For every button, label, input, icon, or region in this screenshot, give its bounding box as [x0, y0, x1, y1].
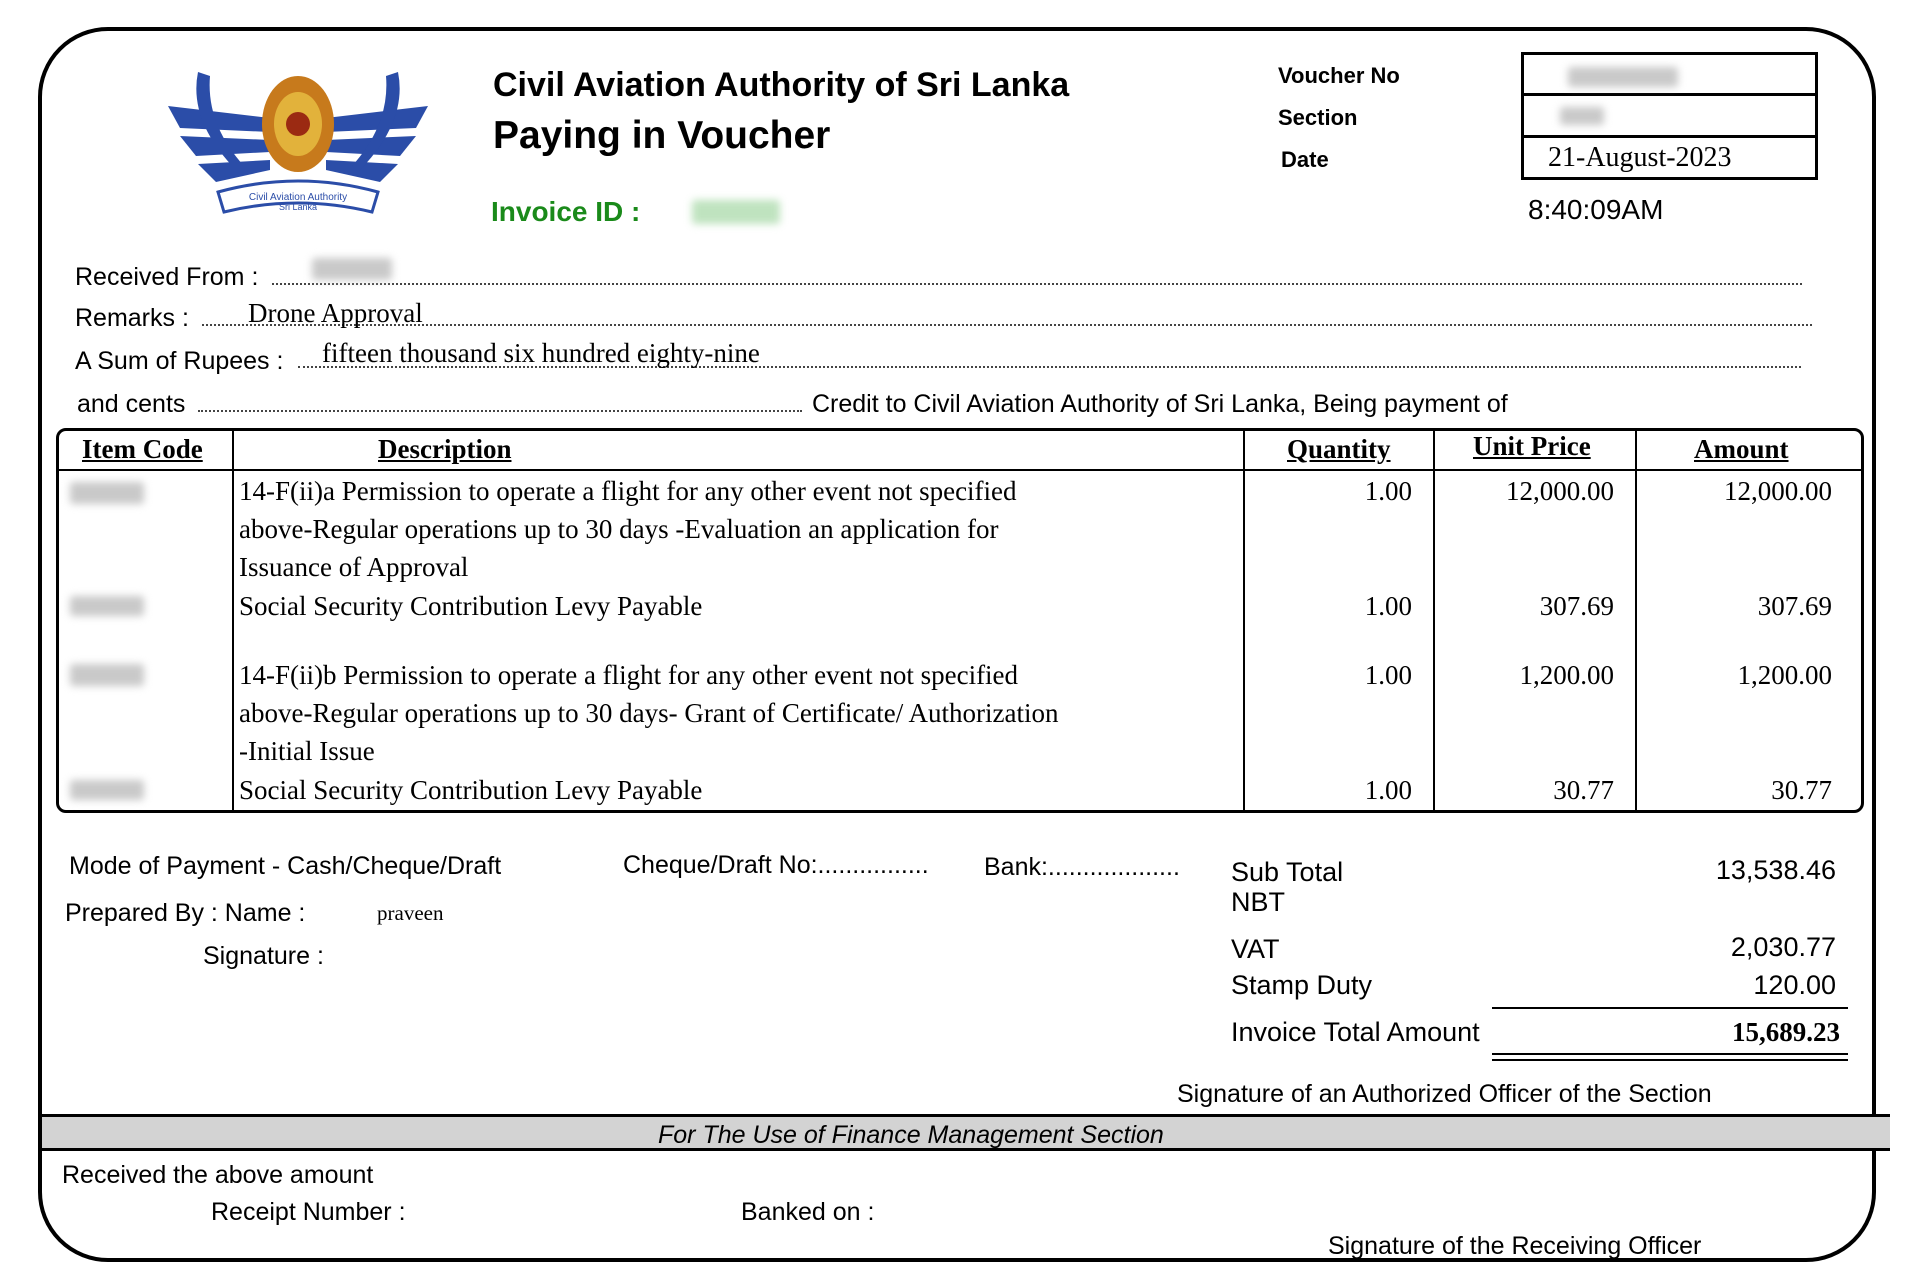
invoice-id-redacted [692, 200, 780, 224]
vat-label: VAT [1231, 934, 1280, 964]
page-title: Paying in Voucher [493, 114, 831, 157]
header-quantity: Quantity [1287, 434, 1391, 464]
remarks-dots [202, 324, 1812, 326]
prepared-by-label: Prepared By : Name : [65, 899, 306, 927]
receipt-number-label: Receipt Number : [211, 1198, 406, 1226]
section-box [1521, 93, 1818, 138]
nbt-label: NBT [1231, 887, 1285, 917]
row-unit-price: 30.77 [1553, 775, 1614, 805]
credit-text: Credit to Civil Aviation Authority of Sri Lanka, Being payment of [812, 390, 1508, 418]
row-quantity: 1.00 [1364, 591, 1412, 621]
invoice-id-label: Invoice ID : [491, 196, 641, 227]
header-description: Description [378, 434, 512, 464]
banked-on-label: Banked on : [741, 1198, 875, 1226]
authorized-signature-label: Signature of an Authorized Officer of the Section [1177, 1080, 1712, 1108]
row-amount: 307.69 [1757, 591, 1832, 621]
header-item-code: Item Code [82, 434, 203, 464]
svg-text:Civil Aviation Authority: Civil Aviation Authority [248, 192, 348, 203]
svg-text:Sri Lanka: Sri Lanka [278, 202, 318, 212]
cents-dots [198, 410, 802, 412]
stamp-duty-label: Stamp Duty [1231, 970, 1373, 1000]
col-divider [232, 430, 234, 812]
row-amount: 30.77 [1771, 775, 1832, 805]
row-amount: 1,200.00 [1737, 660, 1832, 690]
total-double-rule [1492, 1053, 1848, 1055]
total-rule [1492, 1007, 1848, 1009]
col-divider [1243, 430, 1245, 812]
stamp-duty-value: 120.00 [1753, 970, 1836, 1000]
voucher-no-label: Voucher No [1278, 63, 1400, 88]
section-label: Section [1278, 105, 1358, 130]
bank-label: Bank:................... [984, 853, 1180, 881]
received-from-redacted [312, 258, 392, 280]
vat-value: 2,030.77 [1730, 932, 1836, 962]
received-from-dots [272, 283, 1802, 285]
item-code-redacted [70, 780, 144, 800]
table-row [239, 472, 1017, 586]
row-description-line: Social Security Contribution Levy Payable [239, 591, 703, 621]
cheque-draft-label: Cheque/Draft No:................ [623, 851, 929, 879]
col-divider [1433, 430, 1435, 812]
row-description-line: 14-F(ii)b Permission to operate a flight for any other event not specified [239, 660, 1019, 690]
time-value: 8:40:09AM [1528, 194, 1664, 225]
row-description-line: Social Security Contribution Levy Payable [239, 775, 703, 805]
finance-section-bar [42, 1114, 1890, 1151]
row-unit-price: 1,200.00 [1519, 660, 1614, 690]
cents-label: and cents [77, 390, 186, 418]
table-row [239, 656, 1059, 770]
prepared-by-name: praveen [377, 901, 444, 925]
date-label: Date [1281, 147, 1329, 172]
receiving-officer-signature-label: Signature of the Receiving Officer [1328, 1232, 1702, 1260]
row-description-line: Issuance of Approval [239, 552, 469, 582]
row-quantity: 1.00 [1364, 775, 1412, 805]
organization-name: Civil Aviation Authority of Sri Lanka [493, 66, 1070, 104]
date-value: 21-August-2023 [1548, 142, 1732, 173]
row-description-line: above-Regular operations up to 30 days -Evaluation an application for [239, 514, 999, 544]
signature-label: Signature : [203, 942, 324, 970]
row-description-line: above-Regular operations up to 30 days- Grant of Certificate/ Authorization [239, 698, 1059, 728]
remarks-label: Remarks : [75, 304, 189, 332]
sum-label: A Sum of Rupees : [75, 347, 284, 375]
invoice-total-value: 15,689.23 [1732, 1017, 1840, 1047]
finance-section-title: For The Use of Finance Management Section [658, 1121, 1164, 1149]
row-unit-price: 12,000.00 [1506, 476, 1614, 506]
table-row [239, 771, 702, 809]
row-quantity: 1.00 [1364, 660, 1412, 690]
voucher-no-box [1521, 52, 1818, 96]
row-unit-price: 307.69 [1539, 591, 1614, 621]
date-box [1521, 135, 1818, 180]
received-amount-text: Received the above amount [62, 1161, 374, 1189]
item-code-redacted [70, 482, 144, 504]
header-amount: Amount [1694, 434, 1789, 464]
col-divider [1635, 430, 1637, 812]
section-redacted [1560, 107, 1604, 125]
caasl-logo [158, 52, 438, 224]
total-double-rule [1492, 1059, 1848, 1061]
row-description-line: 14-F(ii)a Permission to operate a flight for any other event not specified [239, 476, 1017, 506]
voucher-no-redacted [1568, 67, 1678, 87]
row-quantity: 1.00 [1364, 476, 1412, 506]
sub-total-label: Sub Total [1231, 857, 1344, 887]
remarks-value: Drone Approval [248, 298, 423, 328]
item-code-redacted [70, 596, 144, 616]
invoice-total-label: Invoice Total Amount [1231, 1017, 1480, 1047]
row-amount: 12,000.00 [1724, 476, 1832, 506]
sum-value: fifteen thousand six hundred eighty-nine [322, 338, 760, 368]
item-code-redacted [70, 664, 144, 686]
row-description-line: -Initial Issue [239, 736, 375, 766]
header-unit-price: Unit Price [1473, 431, 1591, 461]
table-header-divider [58, 469, 1862, 471]
table-row [239, 587, 702, 625]
sub-total-value: 13,538.46 [1715, 855, 1836, 885]
received-from-label: Received From : [75, 263, 259, 291]
mode-of-payment-label: Mode of Payment - Cash/Cheque/Draft [69, 852, 502, 880]
